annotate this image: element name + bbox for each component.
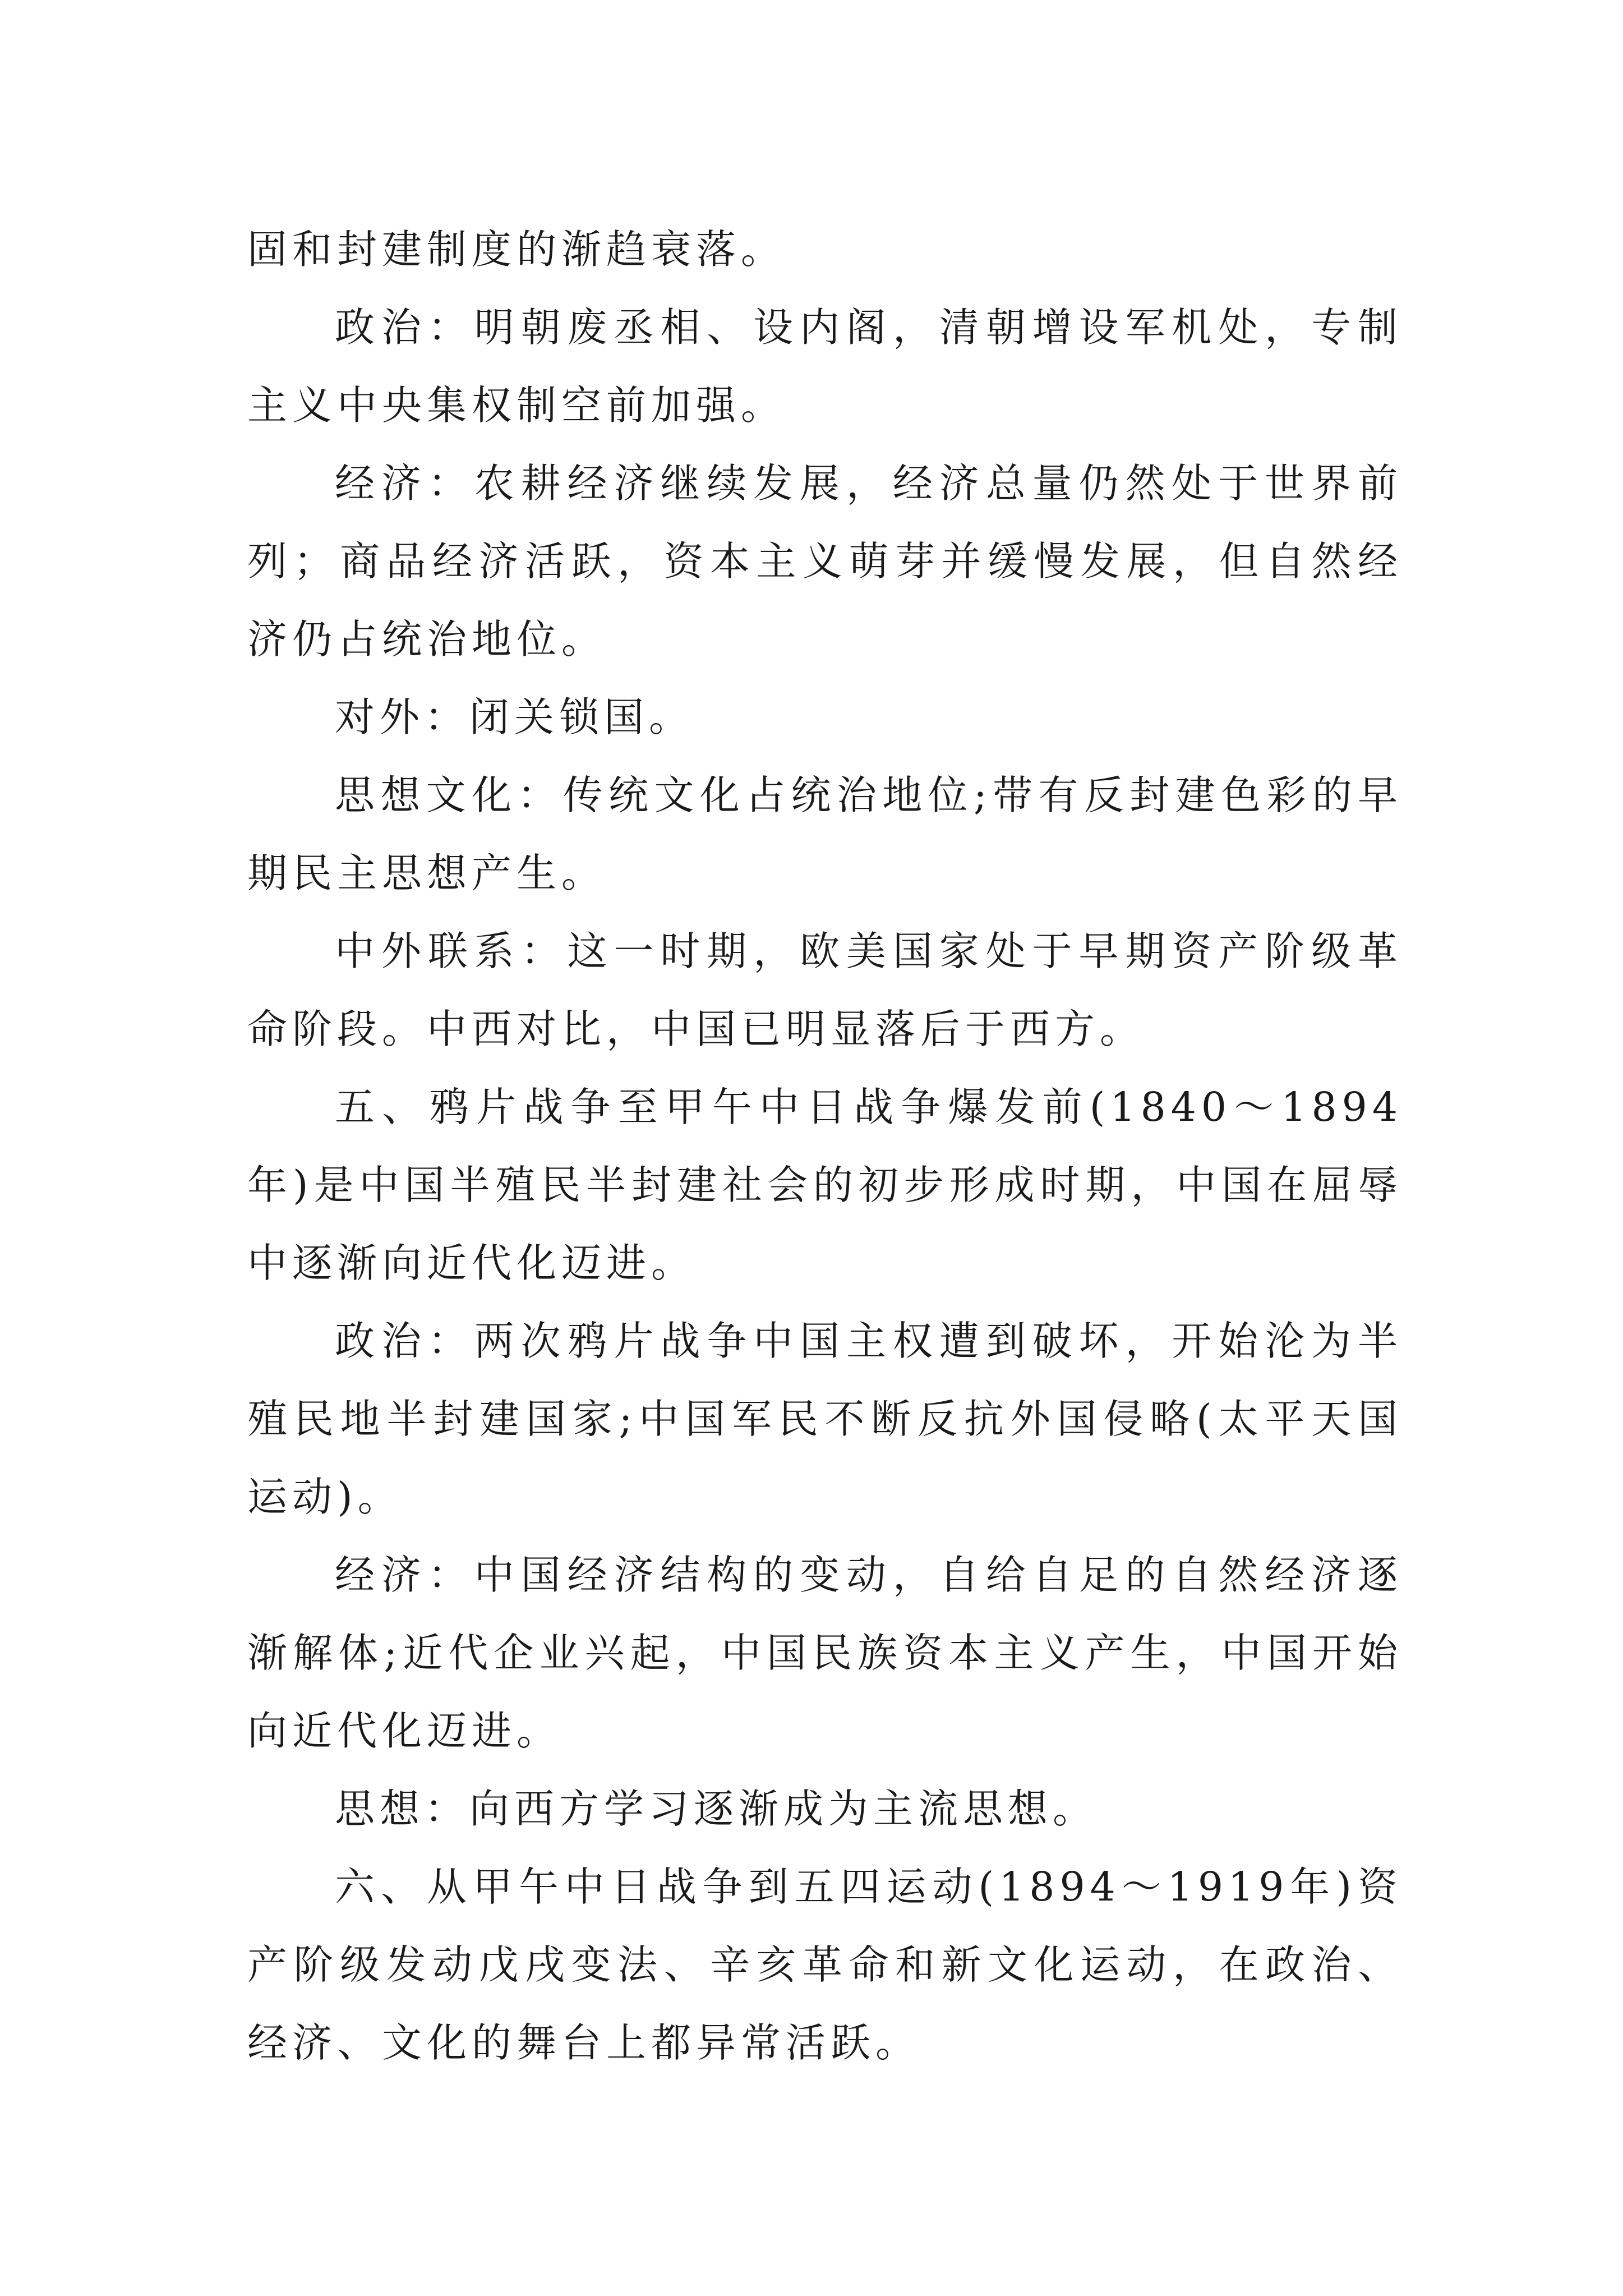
paragraph-8: 政治：两次鸦片战争中国主权遭到破坏，开始沦为半殖民地半封建国家;中国军民不断反抗外国侵略(太平天国运动)。 xyxy=(247,1318,1403,1520)
paragraph-1: 固和封建制度的渐趋衰落。 xyxy=(247,226,786,273)
paragraph-10: 思想：向西方学习逐渐成为主流思想。 xyxy=(335,1786,1098,1832)
paragraph-6: 中外联系：这一时期，欧美国家处于早期资产阶级革命阶段。中西对比，中国已明显落后于西方。 xyxy=(247,928,1403,1052)
paragraph-7: 五、鸦片战争至甲午中日战争爆发前(1840～1894年)是中国半殖民半封建社会的初步形成时期，中国在屈辱中逐渐向近代化迈进。 xyxy=(247,1084,1403,1286)
paragraph-5: 思想文化：传统文化占统治地位;带有反封建色彩的早期民主思想产生。 xyxy=(247,772,1403,896)
paragraph-3: 经济：农耕经济继续发展，经济总量仍然处于世界前列；商品经济活跃，资本主义萌芽并缓慢发展，但自然经济仍占统治地位。 xyxy=(247,460,1403,662)
document-body xyxy=(247,210,1403,2082)
paragraph-9: 经济：中国经济结构的变动，自给自足的自然经济逐渐解体;近代企业兴起，中国民族资本主义产生，中国开始向近代化迈进。 xyxy=(247,1552,1403,1754)
paragraph-4: 对外：闭关锁国。 xyxy=(335,694,694,740)
paragraph-2: 政治：明朝废丞相、设内阁，清朝增设军机处，专制主义中央集权制空前加强。 xyxy=(247,304,1403,429)
paragraph-11: 六、从甲午中日战争到五四运动(1894～1919年)资产阶级发动戊戌变法、辛亥革命和新文化运动，在政治、经济、文化的舞台上都异常活跃。 xyxy=(247,1864,1403,2066)
